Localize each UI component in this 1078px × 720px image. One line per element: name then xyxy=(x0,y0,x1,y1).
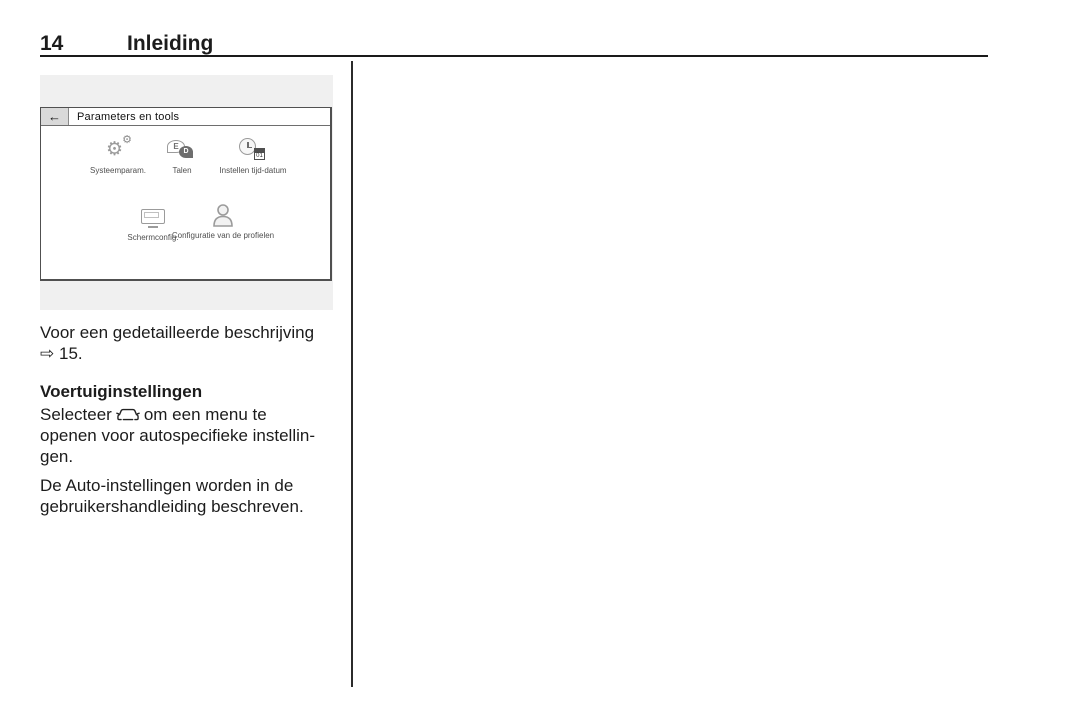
menu-item-label: Systeemparam. xyxy=(89,166,147,175)
reference-arrow-icon: ⇨ xyxy=(40,344,55,364)
monitor-icon xyxy=(141,209,165,229)
section-heading: Voertuiginstellingen xyxy=(40,382,203,401)
screen-title: Parameters en tools xyxy=(77,110,180,123)
calendar-page-icon: 01 xyxy=(254,148,265,160)
page-reference xyxy=(40,343,342,365)
paragraph-line: De Auto-instellingen worden in de xyxy=(40,476,294,495)
body-text-column xyxy=(40,322,342,517)
menu-item-profielen[interactable] xyxy=(168,203,278,240)
menu-item-label: Talen xyxy=(172,166,192,175)
menu-item-label: Configuratie van de profielen xyxy=(171,231,275,240)
paragraph-line: gebruikershandleiding beschreven. xyxy=(40,497,304,516)
settings-screen-illustration xyxy=(40,107,332,281)
car-icon xyxy=(116,407,140,423)
reference-page-number: 15. xyxy=(58,344,83,363)
profile-person-icon xyxy=(212,203,234,227)
screen-header xyxy=(41,108,330,126)
back-button[interactable] xyxy=(41,108,69,125)
back-arrow-icon: ← xyxy=(48,109,61,124)
header-rule xyxy=(40,55,988,57)
language-bubbles-icon: E D xyxy=(167,140,197,162)
menu-item-tijd-datum[interactable] xyxy=(198,138,308,175)
menu-item-label: Schermconfig. xyxy=(127,233,179,242)
column-divider xyxy=(351,61,353,687)
paragraph-line: gen. xyxy=(40,447,74,466)
gears-icon: ⚙ ⚙ xyxy=(106,133,132,160)
chapter-title: Inleiding xyxy=(127,32,214,55)
paragraph-line: Voor een gedetailleerde beschrijving xyxy=(40,323,315,342)
menu-item-label: Instellen tijd-datum xyxy=(219,166,287,175)
paragraph-line: Selecteer om een menu te xyxy=(40,405,267,424)
clock-calendar-icon xyxy=(239,138,267,162)
paragraph-line: openen voor autospecifieke instellin- xyxy=(40,426,316,445)
page-number: 14 xyxy=(40,32,64,55)
